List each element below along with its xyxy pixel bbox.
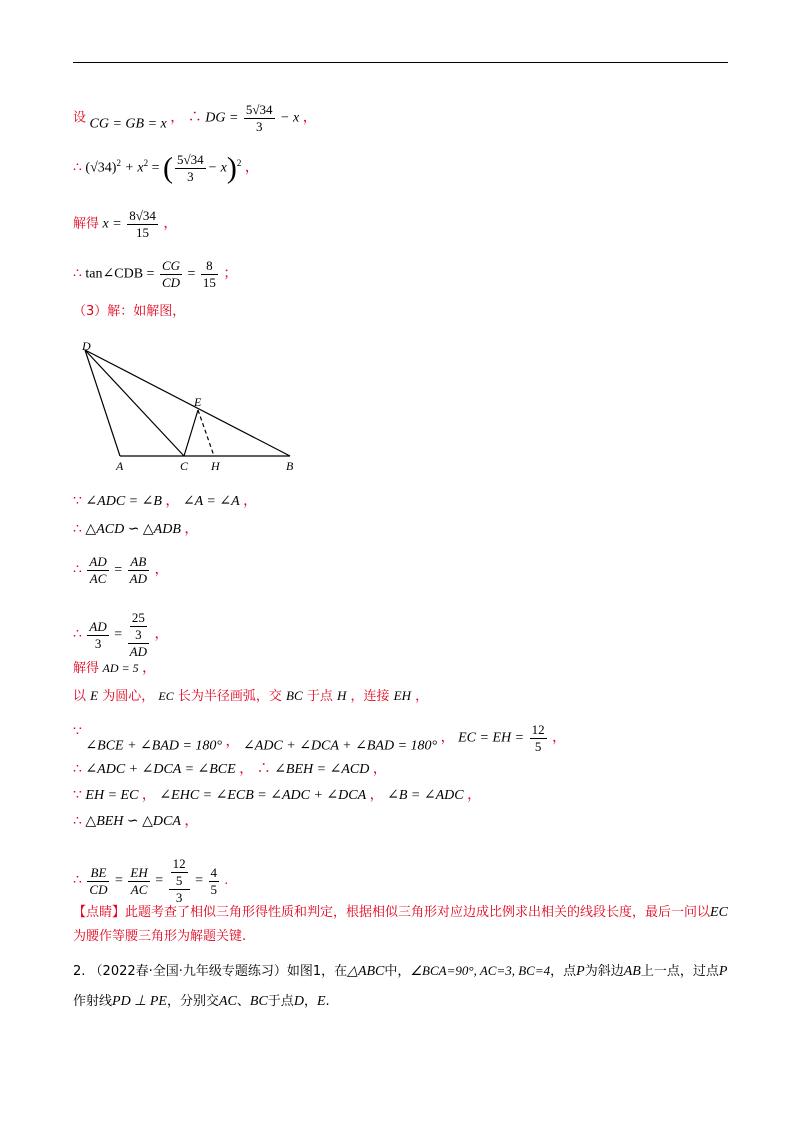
line-because-angles: ∵ ∠ADC = ∠B ， ∠A = ∠A ， [73,494,258,509]
fraction: $\frac{AD}{3}$ [89,618,107,651]
segment-db [85,350,290,456]
label-a: A [116,459,124,473]
line-final-ratio: ∴ $\frac{BE}{CD}$ = $\frac{EH}{AC}$ = $\frac{\frac{12}{5}}{3}$ = $\frac{4}{5}$ . [73,856,229,905]
line-construction: 以 E 为圆心， EC 长为半径画弧，交 BC 于点 H ，连接 EH ， [73,688,429,704]
label-c: C [180,459,189,473]
line-set-cg: 设 CG = GB = x ， ∴ DG = $\frac{5√34}{3}$ − x ， [73,102,317,134]
fraction: $\frac{AD}{AC}$ [89,554,107,586]
line-because-angle-sum: ∵ ∠BCE + ∠BAD = 180° ， ∠ADC + ∠DCA + ∠BAD = 180° ， EC = EH = $\frac{12}{5}$ ， [73,722,567,754]
fraction: $\frac{BE}{CD}$ [89,864,108,897]
header-rule [73,62,728,63]
problem-2: 2. （2022春·全国·九年级专题练习）如图1，在△ABC中，∠BCA=90°, AC=3, BC=4，点P为斜边AB上一点，过点P作射线PD ⊥ PE，分别交AC、BC于点D，E. [73,963,728,1009]
fraction: $\frac{EH}{AC}$ [130,864,148,897]
fraction: $\frac{12}{5}$ [531,722,545,754]
line-solve-ad: 解得 AD = 5 ， [73,661,157,676]
line-similar-1: ∴ △ACD ∽ △ADB ， [73,522,199,537]
fraction: $\frac{CG}{CD}$ [161,258,180,290]
label-e: E [194,395,202,409]
segment-dc [85,350,184,456]
part3-heading: （3）解：如解图， [73,304,186,319]
line-solve-x: 解得 x = $\frac{8√34}{15}$ ， [73,208,178,240]
label-d: D [82,339,91,353]
label-b: B [286,459,294,473]
segment-ce [184,410,198,456]
line-similar-2: ∴ △BEH ∽ △DCA ， [73,814,199,829]
comment-block: 【点睛】此题考查了相似三角形得性质和判定，根据相似三角形对应边成比例求出相关的线段长度，最后一问以EC为腰作等腰三角形为解题关键. [73,905,728,944]
segment-eh [198,410,214,456]
line-therefore-angles: ∴ ∠ADC + ∠DCA = ∠BCE ， ∴ ∠BEH = ∠ACD ， [73,762,387,777]
fraction: $\frac{5√34}{3}$ [177,152,204,184]
line-ratio-2: ∴ $\frac{AD}{3}$ = $\frac{\frac{25}{3}}{AD}$ ， [73,610,169,659]
line-pythagoras: ∴ $(√34)^2 + x^2$ = ( $\frac{5√34}{3}$ − x)$^2$ ， [73,151,259,185]
fraction: $\frac{AB}{AD}$ [129,554,148,586]
label-h: H [211,459,220,473]
fraction: $\frac{8}{15}$ [202,258,216,290]
line-ratio-1: ∴ $\frac{AD}{AC}$ = $\frac{AB}{AD}$ ， [73,554,169,586]
geometry-figure [80,338,310,478]
comment-tag: 【点睛】 [73,905,126,920]
fraction: $\frac{5√34}{3}$ [245,102,273,134]
fraction: $\frac{8√34}{15}$ [129,208,156,240]
compound-fraction: $\frac{\frac{25}{3}}{AD}$ [129,610,148,659]
line-because-isosceles: ∵ EH = EC ， ∠EHC = ∠ECB = ∠ADC + ∠DCA ， ∠B = ∠ADC ， [73,788,482,803]
fraction: $\frac{4}{5}$ [210,864,218,897]
line-tan: ∴ tan∠CDB = $\frac{CG}{CD}$ = $\frac{8}{15}$ ； [73,258,238,290]
compound-fraction: $\frac{\frac{12}{5}}{3}$ [169,856,190,906]
